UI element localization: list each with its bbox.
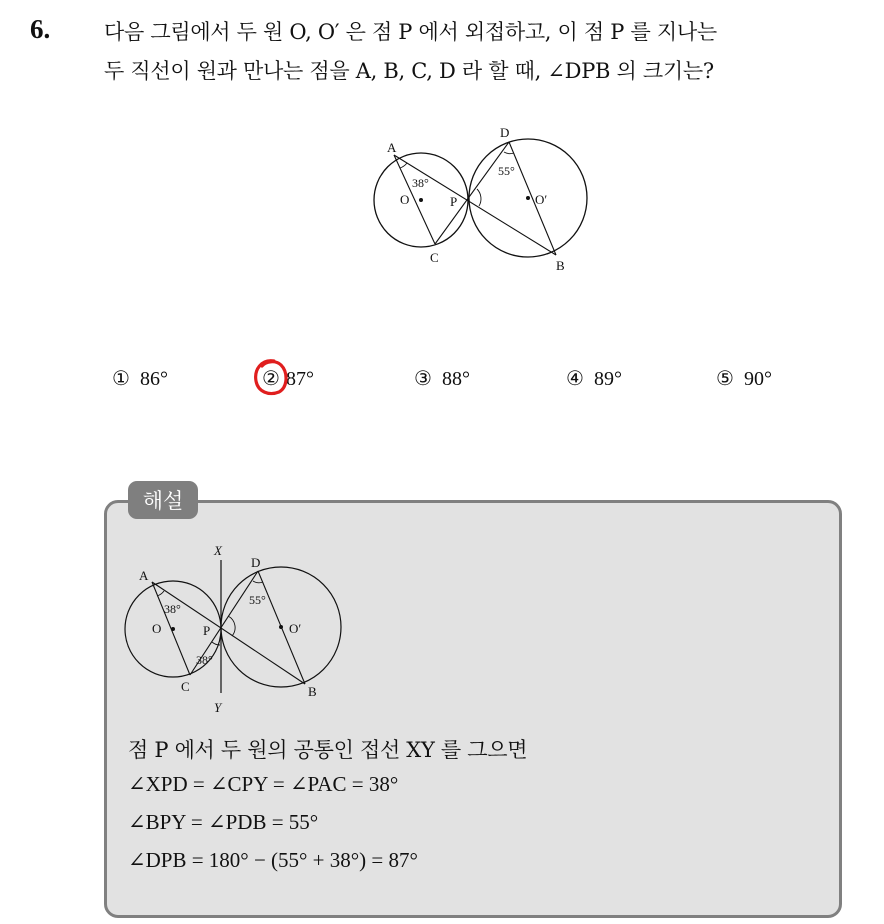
label-d: D xyxy=(500,125,510,140)
choice-4[interactable] xyxy=(566,366,622,391)
solution-angle-label-p: 38° xyxy=(196,653,213,667)
question-text-line-2: 두 직선이 원과 만나는 점을 A, B, C, D 라 할 때, ∠DPB 의 크기는? xyxy=(104,59,714,83)
choice-1[interactable] xyxy=(112,366,168,391)
choice-2-number: ② xyxy=(262,368,280,390)
solution-line-1: 점 P 에서 두 원의 공통인 접선 XY 를 그으면 xyxy=(128,738,528,762)
solution-label-o-prime: O′ xyxy=(289,621,302,636)
angle-label-a: 38° xyxy=(412,176,429,190)
question-number: 6. xyxy=(30,14,51,44)
angle-arc-a xyxy=(400,163,407,168)
solution-angle-arc-a xyxy=(157,591,164,596)
choice-2-value: 87° xyxy=(285,368,314,390)
solution-label-p: P xyxy=(203,623,211,638)
line-d-c xyxy=(435,142,509,244)
label-p: P xyxy=(450,194,458,209)
solution-label-a: A xyxy=(139,568,149,583)
choice-3[interactable] xyxy=(414,366,470,391)
solution-label-o: O xyxy=(152,621,162,636)
choice-5-value: 90° xyxy=(743,368,772,390)
choice-5[interactable] xyxy=(716,366,772,391)
chord-d-b xyxy=(509,142,556,255)
solution-tag: 해설 xyxy=(128,481,198,519)
solution-label-y: Y xyxy=(214,700,222,715)
solution-center-o-dot xyxy=(171,627,175,631)
solution-label-c: C xyxy=(181,679,190,694)
solution-figure xyxy=(118,540,358,718)
choice-1-number: ① xyxy=(112,368,130,390)
choice-2[interactable] xyxy=(262,366,314,391)
angle-arc-d xyxy=(504,152,514,154)
question-text-line-1: 다음 그림에서 두 원 O, O′ 은 점 P 에서 외접하고, 이 점 P 를 지나는 xyxy=(104,20,717,44)
choice-3-value: 88° xyxy=(441,368,470,390)
solution-label-x: X xyxy=(214,543,222,558)
choice-3-number: ③ xyxy=(414,368,432,390)
choice-4-value: 89° xyxy=(593,368,622,390)
choice-4-number: ④ xyxy=(566,368,584,390)
solution-label-b: B xyxy=(308,684,317,699)
angle-arc-p xyxy=(477,189,481,206)
solution-angle-label-a: 38° xyxy=(164,602,181,616)
choice-1-value: 86° xyxy=(139,368,168,390)
label-c: C xyxy=(430,250,439,265)
label-o: O xyxy=(400,192,410,207)
solution-line-2: ∠XPD = ∠CPY = ∠PAC = 38° xyxy=(128,772,399,796)
line-a-b xyxy=(394,155,556,255)
solution-center-o-prime-dot xyxy=(279,625,283,629)
solution-line-3: ∠BPY = ∠PDB = 55° xyxy=(128,810,319,834)
solution-angle-label-d: 55° xyxy=(249,593,266,607)
center-o-prime-dot xyxy=(526,196,530,200)
center-o-dot xyxy=(419,198,423,202)
solution-angle-arc-d xyxy=(253,581,263,583)
solution-line-4: ∠DPB = 180° − (55° + 38°) = 87° xyxy=(128,848,418,872)
angle-label-d: 55° xyxy=(498,164,515,178)
label-b: B xyxy=(556,258,565,273)
solution-label-d: D xyxy=(251,555,261,570)
question-figure xyxy=(360,118,600,278)
label-a: A xyxy=(387,140,397,155)
choice-5-number: ⑤ xyxy=(716,368,734,390)
label-o-prime: O′ xyxy=(535,192,548,207)
